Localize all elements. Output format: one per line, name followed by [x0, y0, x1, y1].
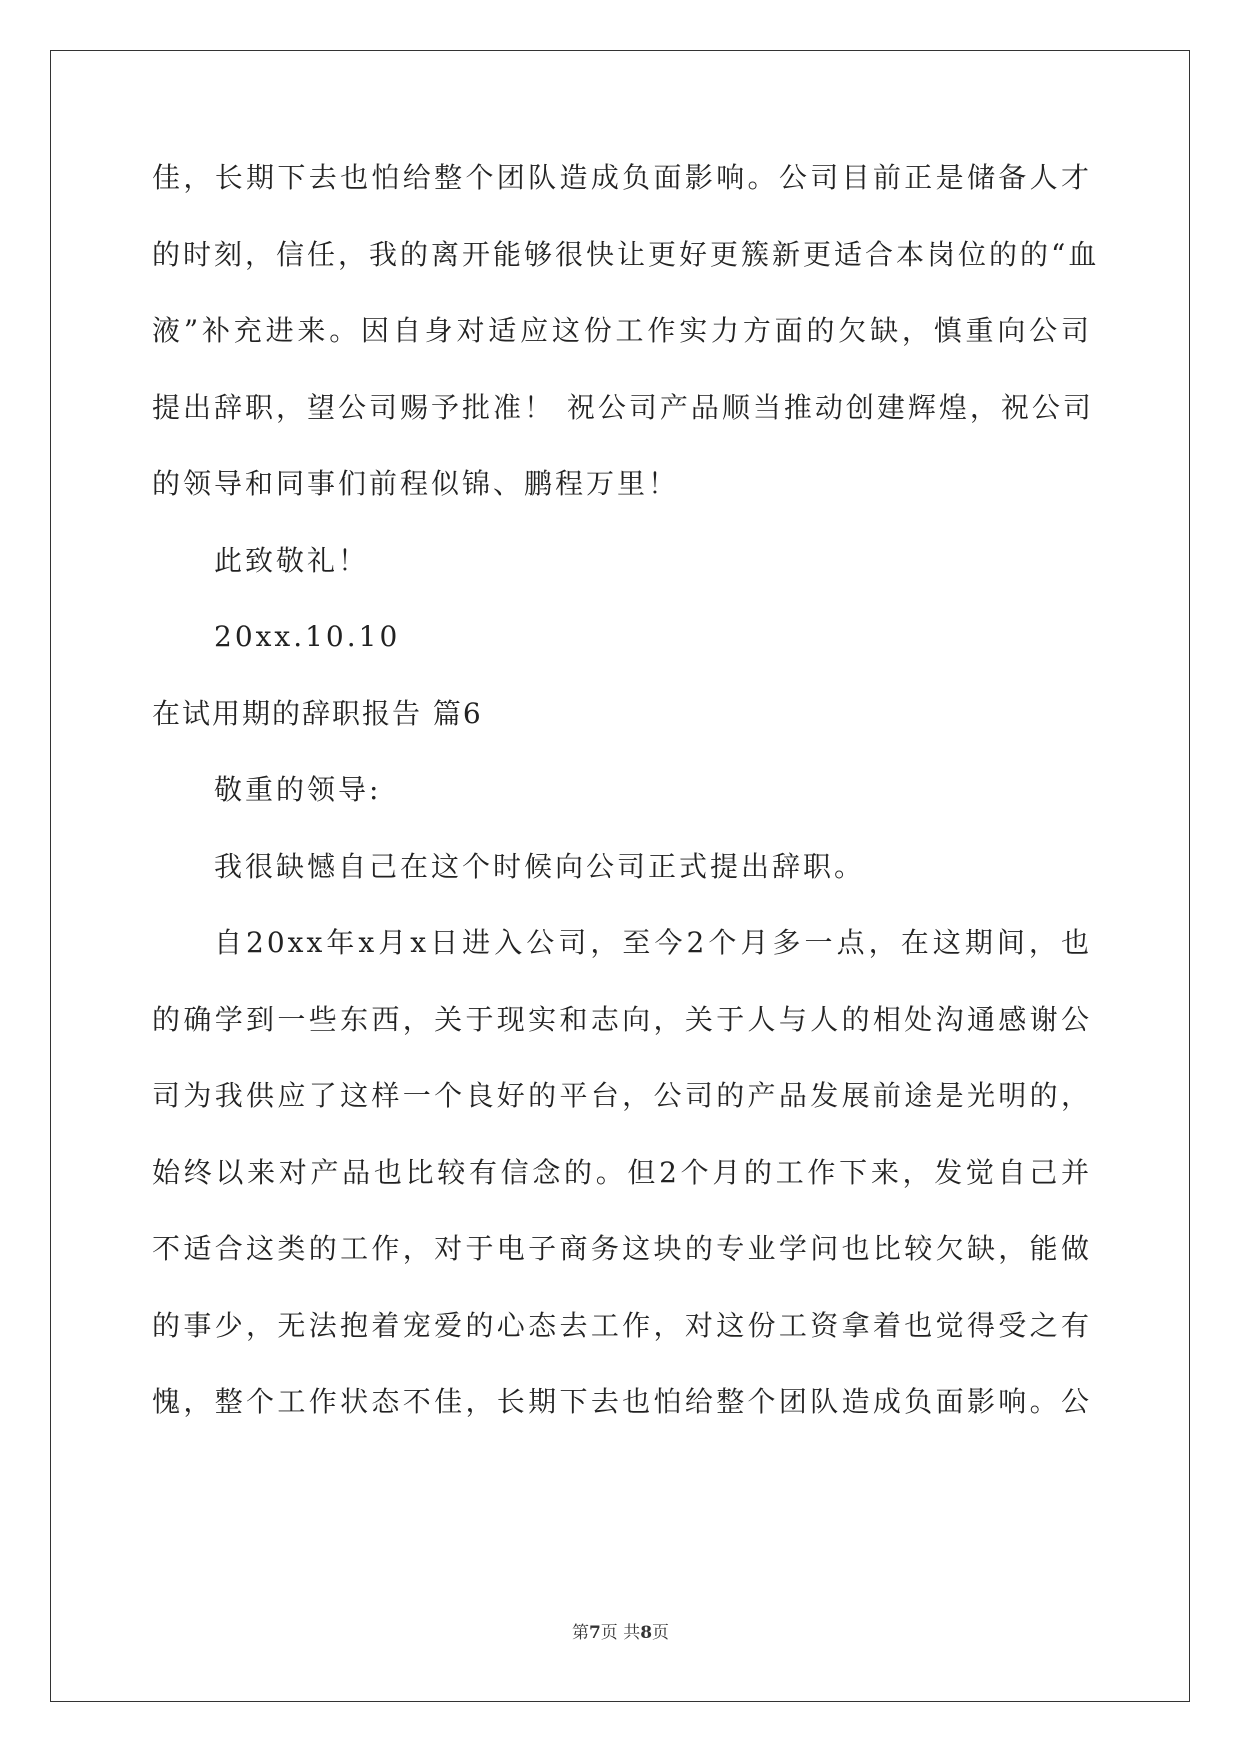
footer-middle: 页 共: [600, 1623, 641, 1643]
text-line: 司为我供应了这样一个良好的平台，公司的产品发展前途是光明的，: [152, 1079, 1092, 1112]
text-line: 愧，整个工作状态不佳，长期下去也怕给整个团队造成负面影响。公: [152, 1385, 1092, 1418]
footer-prefix: 第: [571, 1623, 589, 1643]
text-line: 提出辞职，望公司赐予批准！ 祝公司产品顺当推动创建辉煌，祝公司: [152, 390, 1094, 424]
page-footer: [0, 1618, 1241, 1643]
text-line: 液”补充进来。因自身对适应这份工作实力方面的欠缺，慎重向公司: [152, 314, 1092, 347]
closing-salutation: 此致敬礼！: [214, 543, 370, 577]
letter-date: 20xx.10.10: [214, 620, 401, 653]
text-line: 的事少，无法抱着宠爱的心态去工作，对这份工资拿着也觉得受之有: [152, 1308, 1092, 1342]
text-line: 我很缺憾自己在这个时候向公司正式提出辞职。: [214, 849, 866, 883]
text-line: 的领导和同事们前程似锦、鹏程万里！: [152, 467, 680, 500]
section-heading: 在试用期的辞职报告 篇6: [152, 696, 483, 730]
total-page-count: 8: [640, 1623, 653, 1643]
letter-greeting: 敬重的领导:: [214, 773, 382, 806]
footer-suffix: 页: [652, 1623, 670, 1643]
document-body: [152, 160, 1100, 1461]
text-line: 自20xx年x月x日进入公司，至今2个月多一点，在这期间，也: [214, 926, 1092, 959]
text-line: 不适合这类的工作，对于电子商务这块的专业学问也比较欠缺，能做: [152, 1232, 1092, 1265]
text-line: 佳，长期下去也怕给整个团队造成负面影响。公司目前正是储备人才: [152, 161, 1092, 194]
text-line: 的时刻，信任，我的离开能够很快让更好更簇新更适合本岗位的的“血: [152, 237, 1100, 271]
text-line: 始终以来对产品也比较有信念的。但2个月的工作下来，发觉自己并: [152, 1155, 1092, 1189]
text-line: 的确学到一些东西，关于现实和志向，关于人与人的相处沟通感谢公: [152, 1002, 1092, 1036]
current-page-number: 7: [588, 1623, 601, 1643]
